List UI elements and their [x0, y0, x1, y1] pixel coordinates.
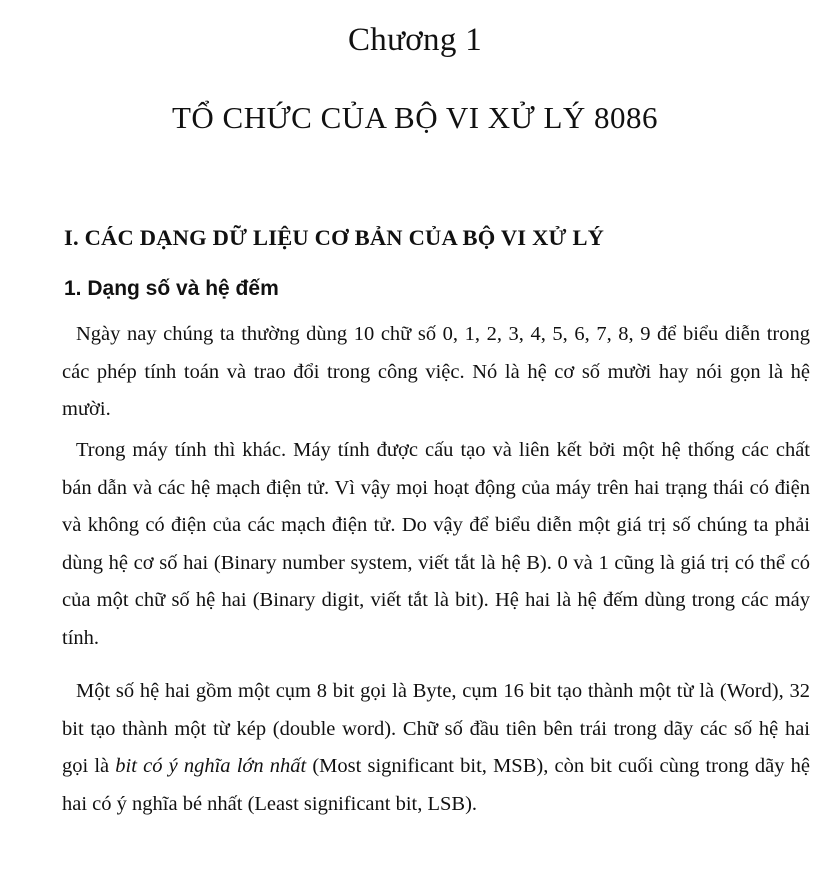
- paragraph-byte-word-text-end: (Most significant bit, MSB), còn bit cuối cùng trong dãy hệ hai có ý nghĩa bé nhất (Least significant bit, LSB).: [62, 755, 810, 815]
- chapter-title: TỔ CHỨC CỦA BỘ VI XỬ LÝ 8086: [171, 100, 659, 135]
- paragraph-decimal-system: Ngày nay chúng ta thường dùng 10 chữ số 0, 1, 2, 3, 4, 5, 6, 7, 8, 9 để biểu diễn trong các phép tính toán và trao đổi trong công việc. Nó là hệ cơ số mười hay nói gọn là hệ mười.: [62, 323, 810, 420]
- chapter-label: Chương 1: [348, 22, 482, 58]
- msb-emphasis: bit có ý nghĩa lớn nhất: [115, 755, 307, 777]
- section-heading: I. CÁC DẠNG DỮ LIỆU CƠ BẢN CỦA BỘ VI XỬ LÝ: [64, 225, 605, 250]
- paragraph-byte-word-text-start: Một số hệ hai gồm một cụm 8 bit gọi là Byte, cụm 16 bit tạo thành một từ là (Word), 32 bit tạo thành một từ kép (double word). Chữ số đầu tiên bên trái trong dãy các số hệ hai gọi là: [62, 680, 810, 777]
- paragraph-byte-word: [62, 673, 810, 823]
- paragraph-binary-system: Trong máy tính thì khác. Máy tính được cấu tạo và liên kết bởi một hệ thống các chất bán dẫn và các hệ mạch điện tử. Vì vậy mọi hoạt động của máy trên hai trạng thái có điện và không có điện của các mạch điện tử. Do vậy để biểu diễn một giá trị số chúng ta phải dùng hệ cơ số hai (Binary number system, viết tắt là hệ B). 0 và 1 cũng là giá trị có thể có của một chữ số hệ hai (Binary digit, viết tắt là bit). Hệ hai là hệ đếm dùng trong các máy tính.: [62, 439, 810, 649]
- subsection-heading: 1. Dạng số và hệ đếm: [64, 277, 279, 300]
